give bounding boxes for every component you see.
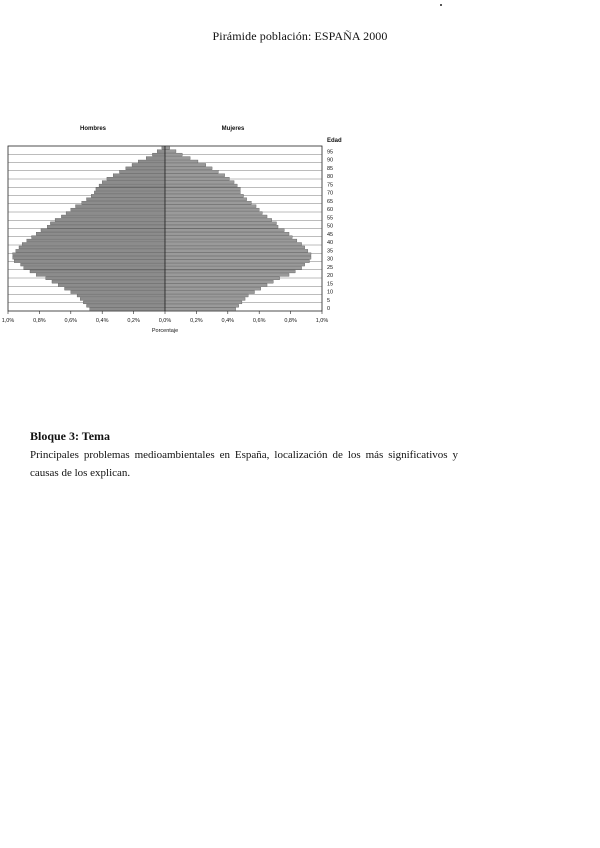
bar-mujeres [165, 201, 251, 204]
bar-hombres [21, 263, 165, 266]
scan-speck [440, 4, 442, 6]
bar-mujeres [165, 153, 182, 156]
bar-mujeres [165, 291, 254, 294]
bar-hombres [22, 243, 165, 246]
bar-hombres [27, 239, 165, 242]
age-tick-label: 15 [327, 281, 334, 288]
bar-mujeres [165, 260, 309, 263]
bar-hombres [16, 249, 165, 252]
bar-hombres [13, 256, 165, 259]
bar-hombres [14, 260, 165, 263]
age-tick-label: 45 [327, 231, 334, 238]
bar-hombres [58, 284, 165, 287]
bar-hombres [50, 222, 165, 225]
bar-hombres [102, 181, 165, 184]
bar-hombres [36, 232, 165, 235]
bar-mujeres [165, 304, 239, 307]
bar-hombres [119, 170, 165, 173]
bar-hombres [32, 236, 165, 239]
bar-mujeres [165, 184, 237, 187]
bar-mujeres [165, 174, 225, 177]
bar-mujeres [165, 249, 308, 252]
bar-mujeres [165, 181, 234, 184]
age-tick-label: 90 [327, 157, 334, 164]
bar-hombres [107, 177, 165, 180]
age-tick-label: 40 [327, 240, 334, 246]
bar-hombres [52, 280, 165, 283]
x-tick-label: 0,4% [221, 318, 235, 324]
age-tick-label: 30 [327, 256, 334, 263]
x-tick-label: 0,6% [64, 318, 78, 324]
bar-mujeres [165, 146, 170, 149]
bar-hombres [61, 215, 165, 218]
bar-mujeres [165, 267, 302, 270]
bar-hombres [96, 188, 165, 191]
bar-mujeres [165, 177, 229, 180]
bar-mujeres [165, 277, 280, 280]
bar-hombres [65, 287, 165, 290]
bar-mujeres [165, 246, 305, 249]
bar-hombres [36, 273, 165, 276]
age-tick-label: 80 [327, 174, 334, 180]
bar-hombres [47, 225, 165, 228]
age-tick-label: 0 [327, 306, 331, 312]
age-tick-label: 55 [327, 215, 334, 222]
age-tick-label: 75 [327, 182, 334, 189]
x-tick-label: 0,2% [127, 318, 140, 324]
bar-hombres [126, 167, 165, 170]
bar-mujeres [165, 253, 311, 256]
bar-hombres [90, 308, 165, 311]
bar-mujeres [165, 301, 242, 304]
bar-mujeres [165, 294, 248, 297]
bar-mujeres [165, 167, 212, 170]
age-tick-label: 85 [327, 165, 334, 172]
bar-mujeres [165, 150, 176, 153]
bar-mujeres [165, 225, 278, 228]
bar-mujeres [165, 215, 267, 218]
age-tick-label: 60 [327, 207, 334, 213]
bar-hombres [132, 163, 165, 166]
bar-hombres [94, 191, 165, 194]
age-axis-label: Edad [327, 138, 342, 144]
age-tick-label: 5 [327, 297, 331, 304]
bar-mujeres [165, 157, 190, 160]
bar-hombres [80, 298, 165, 301]
bar-hombres [13, 253, 165, 256]
bar-hombres [83, 301, 165, 304]
bar-hombres [157, 150, 165, 153]
bar-hombres [99, 184, 165, 187]
bar-hombres [24, 267, 165, 270]
bar-mujeres [165, 280, 273, 283]
section-title: Bloque 3: Tema [30, 429, 111, 443]
age-tick-label: 20 [327, 273, 334, 279]
bar-mujeres [165, 218, 272, 221]
x-tick-label: 1,0% [315, 318, 329, 324]
age-tick-label: 10 [327, 289, 334, 296]
bar-mujeres [165, 188, 240, 191]
bar-mujeres [165, 191, 240, 194]
bar-mujeres [165, 270, 295, 273]
age-tick-label: 70 [327, 190, 334, 197]
bar-hombres [146, 157, 165, 160]
bar-mujeres [165, 236, 292, 239]
left-label: Hombres [79, 126, 107, 132]
bar-hombres [152, 153, 165, 156]
bar-hombres [71, 291, 165, 294]
bar-hombres [87, 198, 166, 201]
bar-hombres [91, 194, 165, 197]
bar-hombres [113, 174, 165, 177]
x-tick-label: 0,0% [158, 318, 172, 324]
bar-hombres [87, 304, 166, 307]
bar-hombres [19, 246, 165, 249]
bar-mujeres [165, 243, 302, 246]
x-axis-label: Porcentaje [151, 328, 179, 334]
x-tick-label: 0,4% [95, 318, 109, 324]
bar-mujeres [165, 263, 305, 266]
age-tick-label: 65 [327, 198, 334, 205]
bar-hombres [82, 201, 165, 204]
bar-hombres [77, 294, 165, 297]
bar-mujeres [165, 256, 311, 259]
bar-hombres [71, 208, 165, 211]
bar-hombres [162, 146, 165, 149]
bar-mujeres [165, 160, 198, 163]
bar-mujeres [165, 273, 289, 276]
section-body: Principales problemas medioambientales en España, localización de los más significativos y causas de los explican. [30, 449, 458, 479]
bar-mujeres [165, 198, 247, 201]
population-pyramid-chart [0, 120, 360, 350]
bar-mujeres [165, 222, 276, 225]
bar-mujeres [165, 194, 244, 197]
bar-mujeres [165, 232, 289, 235]
x-tick-label: 1,0% [1, 318, 15, 324]
bar-mujeres [165, 308, 236, 311]
age-tick-label: 95 [327, 149, 334, 156]
x-tick-label: 0,8% [284, 318, 297, 324]
bar-hombres [41, 229, 165, 232]
bar-mujeres [165, 208, 259, 211]
bar-hombres [76, 205, 165, 208]
age-tick-label: 35 [327, 248, 334, 255]
bar-mujeres [165, 205, 256, 208]
bar-mujeres [165, 298, 245, 301]
bar-hombres [66, 212, 165, 215]
bar-hombres [46, 277, 165, 280]
x-tick-label: 0,6% [252, 318, 266, 324]
age-tick-label: 50 [327, 223, 334, 230]
bar-hombres [30, 270, 165, 273]
bar-mujeres [165, 229, 284, 232]
bar-mujeres [165, 163, 206, 166]
age-tick-label: 25 [327, 264, 334, 271]
right-label: Mujeres [221, 126, 245, 132]
bar-mujeres [165, 287, 261, 290]
bar-hombres [55, 218, 165, 221]
bar-hombres [138, 160, 165, 163]
bar-mujeres [165, 212, 262, 215]
bar-mujeres [165, 284, 267, 287]
x-tick-label: 0,2% [190, 318, 203, 324]
x-tick-label: 0,8% [33, 318, 46, 324]
bar-mujeres [165, 239, 297, 242]
bar-mujeres [165, 170, 218, 173]
page-title: Pirámide población: ESPAÑA 2000 [212, 29, 388, 43]
